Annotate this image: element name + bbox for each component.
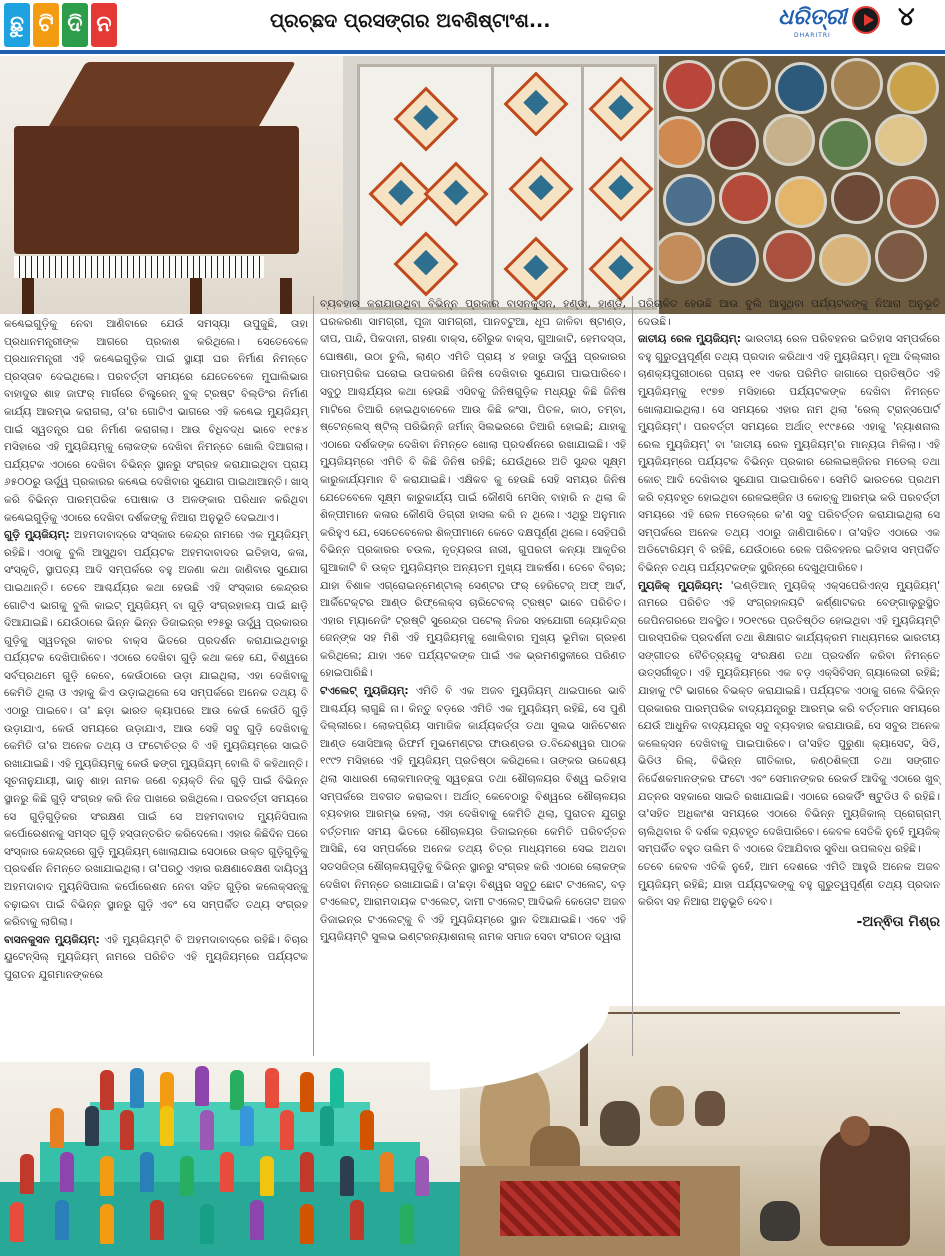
paragraph [320,683,626,947]
paragraph-text: 'ଇଣ୍ଡିଆନ୍ ମ୍ୟୁଜିକ୍ ଏକ୍ସପେରିଏନ୍ସ ମ୍ୟୁଜିୟମ୍' ନାମରେ ପରିଚିତ ଏହି ସଂଗ୍ରହାଳୟଟି କର୍ଣ୍ଣାଟକର ବେଙ୍ଗାଲୁରୁସ୍ଥିତ ଜେପିନଗରରେ ଅବସ୍ଥିତ। ୨୦୧୯ରେ ପ୍ରତିଷ୍ଠିତ ହୋଇଥିବା ଏହି ମ୍ୟୁଜିୟମ୍‌ଟି ପାରସ୍ପରିକ ପ୍ରଦର୍ଶନୀ ତଥା ଶିକ୍ଷାଗତ କାର୍ଯ୍ୟକ୍ରମ ମାଧ୍ୟମରେ ଭାରତୀୟ ସଙ୍ଗୀତର ବୈଚିତ୍ର୍ୟକୁ ସଂରକ୍ଷଣ ତଥା ପ୍ରଦର୍ଶନ କରିବା ନିମନ୍ତେ ଉତ୍ସର୍ଗୀକୃତ। ଏହି ମ୍ୟୁଜିୟମ୍‌ରେ ଏକ ବଡ଼ ଏକ୍ସିବିସନ୍ ଗ୍ୟାଲେରୀ ରହିଛି; ଯାହାକୁ ୯ଟି ଭାଗରେ ବିଭକ୍ତ କରାଯାଇଛି। ପର୍ଯ୍ୟଟକ ଏଠାକୁ ଗଲେ ବିଭିନ୍ନ ପ୍ରକାରର ପାରମ୍ପରିକ ବାଦ୍ୟଯନ୍ତ୍ରରୁ ଆରମ୍ଭ କରି ବର୍ତ୍ତମାନ ସମୟରେ ଯେଉଁ ଆଧୁନିକ ବାଦ୍ୟଯନ୍ତ୍ର ସବୁ ବ୍ୟବହାର କରାଯାଉଛି, ସେ ସବୁର ଅନେକ କଲେକ୍ସନ ଦେଖିବାକୁ ପାଇପାରିବେ। ତା'ସହିତ ପୁରୁଣା କ୍ୟାସେଟ୍, ସିଡି, ଭିଡିଓ ରିଲ୍, ବିଭିନ୍ନ ଗୀତିକାର, କଣ୍ଠଶିଳ୍ପୀ ତଥା ସଙ୍ଗୀତ ନିର୍ଦ୍ଦେଶକମାନଙ୍କର ଫଟୋ ଏବଂ ସେମାନଙ୍କର ରେକର୍ଡ ଆଦିକୁ ଏଠାରେ ଖୁବ୍ ଯତ୍ନର ସହକାରେ ସାଇତି ରଖାଯାଇଛି। ଏଠାରେ ରେକର୍ଡିଂ ଷ୍ଟୁଡିଓ ବି ରହିଛି। ତା'ସହିତ ଅଧିକାଂଶ ସମୟରେ ଏଠାରେ ବିଭିନ୍ନ ମ୍ୟୁଜିକାଲ୍ ପ୍ରୋଗ୍ରାମ୍ ଚାଲିଥିବାର ବି ଦର୍ଶକ ବ୍ୟବହୃତ ଦେଖିପାରିବେ। କେବଳ ସେତିକି ନୁହେଁ ମ୍ୟୁଜିକ୍ ସମ୍ପର୍କିତ ବହୁତ ତାଲିମ ବି ଏଠାରେ ଦିଆଯିବାର ସୁବିଧା ଉପଲବ୍ଧ ରହିଛି। [638,579,940,856]
logo-letter: ଟି [33,3,59,47]
brand-name: ଧରିତ୍ରୀ [778,5,847,30]
film-tins-photo [659,56,945,314]
subheading: ବାସନକୁସନ ମ୍ୟୁଜିୟମ୍: [4,933,100,946]
paragraph-text: ଭାରତୀୟ ରେଳ ପରିବହନର ଇତିହାସ ସମ୍ପର୍କରେ ବହୁ ଗୁରୁତ୍ୱପୂର୍ଣ୍ଣ ତଥ୍ୟ ପ୍ରଦାନ କରିଥାଏ ଏହି ମ୍ୟୁଜିୟମ୍। ନୂଆ ଦିଲ୍ଲୀର ଚାଣକ୍ୟପୁରୀଠାରେ ପ୍ରାୟ ୧୧ ଏକର ପରିମିତ ଜାଗାରେ ପ୍ରତିଷ୍ଠିତ ଏହି ମ୍ୟୁଜିୟମ୍‌କୁ ୧୯୭୭ ମସିହାରେ ପର୍ଯ୍ୟଟକଙ୍କ ଦେଖିବା ନିମନ୍ତେ ଖୋଲାଯାଇଥିଲା। ସେ ସମୟରେ ଏହାର ନାମ ଥିଲା 'ରେଲ୍ ଟ୍ରାନ୍ସପୋର୍ଟ ମ୍ୟୁଜିୟମ୍'। ପରବର୍ତ୍ତୀ ସମୟରେ ଅର୍ଥାତ୍ ୧୯୯୫ରେ ଏହାକୁ 'ନ୍ୟାଶନାଲ ରେଲ ମ୍ୟୁଜିୟମ୍' ବା 'ଜାତୀୟ ରେଳ ମ୍ୟୁଜିୟମ୍'ର ମାନ୍ୟତା ମିଳିଲା। ଏହି ମ୍ୟୁଜିୟମ୍‌ରେ ପର୍ଯ୍ୟଟକ ବିଭିନ୍ନ ପ୍ରକାର ରେଲଇଞ୍ଜିନର ମଡେଲ୍ ତଥା କୋଚ୍ ଆଦି ଦେଖିବାର ସୁଯୋଗ ପାଇପାରିବେ। ସେମିତି ଭାରତରେ ପ୍ରଥମ କରି ବ୍ୟବହୃତ ହୋଇଥିବା ରେଳଇଞ୍ଜିନ ଓ କୋଚ୍‌କୁ ଆରମ୍ଭ କରି ପରବର୍ତ୍ତୀ ସମୟରେ ଏହି ରେଳ ମଡେଲ୍‌ରେ କ'ଣ ସବୁ ପରିବର୍ତ୍ତନ କରାଯାଇଥିଲା ସେ ସମ୍ପର୍କରେ ଅନେକ ତଥ୍ୟ ଏଠାରୁ ଜାଣିପାରିବେ। ତା'ସହିତ ଏଠାରେ ଏକ ଅଡିଟୋରିୟମ୍ ବି ରହିଛି, ଯେଉଁଠାରେ ରେଳ ପରିବହନର ଇତିହାସ ସମ୍ପର୍କିତ ବିଭିନ୍ନ ତଥ୍ୟ ପର୍ଯ୍ୟଟକଙ୍କ ସ୍କ୍ରିନ୍‌ରେ ଦେଖୁଥିପାରିବେ। [638,333,940,574]
paragraph: ପରିଚାଳିତ ହେଉଛି ଆଉ ବୁଲି ଆସୁଥିବା ପର୍ଯ୍ୟଟକଙ୍କୁ ନିଆରା ଅନୁଭୂତି ଦେଉଛି। [638,298,940,328]
dolls-photo [0,1062,460,1256]
article-column-1 [4,316,308,985]
paragraph [4,527,308,932]
paragraph: କଣ୍ଢେଇଗୁଡ଼ିକୁ ନେବା ଆଣିବାରେ ଯେଉଁ ସମସ୍ୟା ଉପୁଜୁଛି, ତାହା ପ୍ରଧାନମନ୍ତ୍ରୀଙ୍କ ଆଗରେ ପ୍ରକାଶ କରିଥିଲେ। ସେତେବେଳେ ପ୍ରଧାନମନ୍ତ୍ରୀ ଏହି କଣ୍ଢେଇଗୁଡ଼ିକ ପାଇଁ ସ୍ଥାୟୀ ଘର ନିର୍ମାଣ ନିମନ୍ତେ ପ୍ରସ୍ତାବ ଦେଇଥିଲେ। ପରବର୍ତ୍ତୀ ସମୟରେ ଯେତେବେଳେ ମୁଘାଲିଭାର ବାହାଦୁର ଶାହ ଜାଫର୍ ମାର୍ଗରେ ଚିଲ୍ଡ୍ରେନ୍ ବୁକ୍ ଟ୍ରଷ୍ଟ ବିଲ୍ଡିଂର ନିର୍ମାଣ କାର୍ଯ୍ୟ ଆରମ୍ଭ କରାଗଲା, ତା'ର ଗୋଟିଏ ଭାଗରେ ଏହି କଣ୍ଢେଇ ମ୍ୟୁଜିୟମ୍ ପାଇଁ ସ୍ୱତନ୍ତ୍ର ଘର ନିର୍ମାଣ କରାଗଲା। ଆଉ ବିଧିବଦ୍ଧ ଭାବେ ୧୯୫୪ ମସିହାରେ ଏହି ମ୍ୟୁଜିୟମ୍‌କୁ ଲୋକଙ୍କ ଦେଖିବା ନିମନ୍ତେ ଖୋଲି ଦିଆଗଲା। ପର୍ଯ୍ୟଟକ ଏଠାରେ ଦେଖିବା ବିଭିନ୍ନ ସ୍ଥାନରୁ ସଂଗ୍ରହ କରାଯାଇଥିବା ପ୍ରାୟ ୬୫୦୦ରୁ ଊର୍ଦ୍ଧ୍ୱ ପ୍ରକାରର କଣ୍ଢେଇ ଦେଖିବାର ସୁଯୋଗ ପାଇଥାଆନ୍ତି। ଖାସ୍ କରି ବିଭିନ୍ନ ପାରମ୍ପରିକ ପୋଷାକ ଓ ଅଳଙ୍କାର ପରିଧାନ କରିଥିବା କଣ୍ଢେଇଗୁଡ଼ିକୁ ଏଠାରେ ଦେଖିବା ଦର୍ଶକଙ୍କୁ ନିଆରା ଅନୁଭୂତି ଦେଇଥାଏ। [4,318,308,524]
header-divider [0,50,945,54]
piano-photo [0,56,343,314]
page-header [0,0,945,56]
article-column-2 [320,296,626,947]
play-icon [852,6,880,34]
section-logo [4,3,117,47]
page-title: ପ୍ରଚ୍ଛଦ ପ୍ରସଙ୍ଗର ଅବଶିଷ୍ଟାଂଶ... [270,10,551,32]
mandala-frames-photo [343,56,659,314]
logo-letter: ଛୁ [4,3,30,47]
logo-letter: ନ [91,3,117,47]
paragraph [4,932,308,985]
paragraph-text: ଅହମଦାବାଦ୍‌ରେ ସଂସ୍କାର କେନ୍ଦ୍ର ନାମରେ ଏକ ମ୍ୟୁଜିୟମ୍ ରହିଛି। ଏଠାକୁ ବୁଲି ଆସୁଥିବା ପର୍ଯ୍ୟଟକ ଅହମଦାବାଦର ଇତିହାସ, କଳା, ସଂସ୍କୃତି, ସ୍ଥାପତ୍ୟ ଆଦି ସମ୍ପର୍କରେ ବହୁ ଅଜଣା କଥା ଜାଣିବାର ସୁଯୋଗ ପାଇଥାନ୍ତି। ତେବେ ଆଶ୍ଚର୍ଯ୍ୟର କଥା ହେଉଛି ଏହି ସଂସ୍କାର କେନ୍ଦ୍ରର ଗୋଟିଏ ଭାଗକୁ ବୁଲି କାଇଟ୍ ମ୍ୟୁଜିୟମ୍ ବା ଗୁଡ଼ି ସଂଗ୍ରହାଳୟ ପାଇଁ ଛାଡ଼ି ଦିଆଯାଇଛି। ଯେଉଁଠାରେ ଭିନ୍ନ ଭିନ୍ନ ଡିଜାଇନ୍‌ର ୧୨୫ରୁ ଊର୍ଦ୍ଧ୍ୱ ପ୍ରକାରର ଗୁଡ଼ିକୁ ସ୍ୱତନ୍ତ୍ର କାଚର ବାକ୍ସ ଭିତରେ ପ୍ରଦର୍ଶନ କରାଯାଇଥିବାରୁ ପର୍ଯ୍ୟଟକ ଦେଖିପାରିବେ। ଏଠାରେ ଦେଖିବା ଗୁଡ଼ି କଥା କହେ ଯେ, ବିଶ୍ୱରେ ସର୍ବପ୍ରଥମେ ଗୁଡ଼ି କେବେ, କେଉଁଠାରେ ଉଡ଼ା ଯାଇଥିଲା, ଏହା ଦେଖିବାକୁ କେମିତି ଥିଲା ଓ ଏହାକୁ କିଏ ଉଡ଼ାଇଥିଲେ ସେ ସମ୍ପର୍କରେ ଅନେକ ତଥ୍ୟ ବି ଏଠାରୁ ପାଇବେ। ତା' ଛଡ଼ା ଭାରତ କ୍ୟାପରେ ଆଉ କେଉଁ କେଉଁଠି ଗୁଡ଼ି ଉଡ଼ାଯାଏ, କେଉଁ ସମୟରେ ଉଡ଼ାଯାଏ, ଆଉ ସେହି ସବୁ ଗୁଡ଼ି ଦେଖିବାକୁ କେମିତି ତା'ର ଅନେକ ତଥ୍ୟ ଓ ଫଟୋଚିତ୍ର ବି ଏହି ମ୍ୟୁଜିୟମ୍‌ରେ ସାଇତି ରଖାଯାଇଛି। ଏହି ମ୍ୟୁଜିୟମ୍‌କୁ କେଉଁ ଢଙ୍ଗ ମ୍ୟୁଜିୟମ୍ ବୋଲି ବି କହିଥାନ୍ତି। ସୂଚନାନୁଯାୟୀ, ଭାନୁ ଶାହା ନାମକ ଜଣେ ବ୍ୟକ୍ତି ନିଜ ଗୁଡ଼ି ପାଇଁ ବିଭିନ୍ନ ସ୍ଥାନରୁ କିଛି ଗୁଡ଼ି ସଂଗ୍ରହ କରି ନିଜ ପାଖରେ ରଖିଥିଲେ। ପରବର୍ତ୍ତୀ ସମୟରେ ସେ ଗୁଡ଼ିଗୁଡ଼ିକର ସଂରକ୍ଷଣ ପାଇଁ ସେ ଅହମଦାବାଦ ମ୍ୟୁନିସିପାଲ କର୍ପୋରେଶନକୁ ସମସ୍ତ ଗୁଡ଼ି ହସ୍ତାନ୍ତରିତ କରିଦେଲେ। ଏହାର କିଛିଦିନ ପରେ ସଂସ୍କାର କେନ୍ଦ୍ରରେ ଗୁଡ଼ି ମ୍ୟୁଜିୟମ୍ ଖୋଲାଯାଇ ସେଠାରେ ଉକ୍ତ ଗୁଡ଼ିଗୁଡ଼ିକୁ ପ୍ରଦର୍ଶନ ନିମନ୍ତେ ରଖାଯାଇଥିଲା। ତା'ପରଠୁ ଏହାର ରକ୍ଷଣାବେକ୍ଷଣ ଦାୟିତ୍ୱ ଅହମଦାବାଦ ମ୍ୟୁନିସିପାଲ କର୍ପୋରେଶନ ନେବା ସହିତ ଗୁଡ଼ିର କଲେକ୍ସନ୍‌କୁ ବଢ଼ାଇବା ପାଇଁ ବିଭିନ୍ନ ସ୍ଥାନରୁ ଗୁଡ଼ି ଏବଂ ସେ ସମ୍ପର୍କିତ ତଥ୍ୟ ସଂଗ୍ରହ କରିବାକୁ ଲାଗିଲା। [4,529,309,929]
subheading: ଟଏଲେଟ୍ ମ୍ୟୁଜିୟମ୍: [320,685,409,698]
paragraph: ତେବେ କେବଳ ଏତିକି ନୁହେଁ, ଆମ ଦେଶରେ ଏମିତି ଆହୁରି ଅନେକ ଅଜବ ମ୍ୟୁଜିୟମ୍ ରହିଛି; ଯାହା ପର୍ଯ୍ୟଟକଙ୍କୁ ବହୁ ଗୁରୁତ୍ୱପୂର୍ଣ୍ଣ ତଥ୍ୟ ପ୍ରଦାନ କରିବା ସହ ନିଆରା ଅନୁଭୂତି ଦେବ। [638,861,940,909]
brand-subtitle: DHARITRI [794,32,831,39]
subheading: ଜାତୀୟ ରେଳ ମ୍ୟୁଜିୟମ୍: [638,333,741,346]
author-byline: -ଅନ୍ଵିତା ମିଶ୍ର [856,913,940,930]
paragraph: ବ୍ୟବହାର କରାଯାଉଥିବା ବିଭିନ୍ନ ପ୍ରକାର ବାସନକୁସନ, ହଣ୍ଡା, ହାଣ୍ଡି, ଘରକରଣା ସାମଗ୍ରୀ, ପୂଜା ସାମଗ୍ରୀ, ପାନବଟୁଆ, ଧୂପ ଜାଳିବା ଷ୍ଟାଣ୍ଡ, ଦୀପ, ପାନ୍ଦି, ପିକଦାନୀ, ଗହଣା ବାକ୍ସ, ଚୌରୁକ ବାକ୍ସ, ଗୁଆକାଟି, ହେମଦସ୍ତା, ଘୋଷଣା, ଉଠା ଚୁଲି, ଲାଣ୍ଠ ଏମିତି ପ୍ରାୟ ୪ ହଜାରୁ ଊର୍ଦ୍ଧ୍ୱ ପ୍ରକାରର ପାରମ୍ପରିକ ଘରୋଇ ଉପକରଣ ଜିନିଷ ଦେଖିବାର ସୁଯୋଗ ପାଇପାରିବେ। ସବୁଠୁ ଆଶ୍ଚର୍ଯ୍ୟର କଥା ହେଉଛି ଏସିବକୁ ଜିନିଷଗୁଡ଼ିକ ମଧ୍ୟରୁ କିଛି ଜିନିଷ ମାଟିରେ ତିଆରି ହୋଇଥିବାବେଳେ ଆଉ କିଛି କଂସା, ପିତଳ, କାଠ, ତମ୍ବା, ଷ୍ଟେନ୍‌ଲେସ୍ ଷ୍ଟିଲ୍ ପରିଭିନ୍ନି ଜର୍ମାନ୍ ସିଲଭରରେ ତିଆରି ହୋଇଛି; ଯାହାକୁ ଏଠାରେ ଦର୍ଶକଙ୍କ ଦେଖିବା ନିମନ୍ତେ ଖୋଲା ପ୍ରଦର୍ଶନରେ ରଖାଯାଇଛି। ଏହି ମ୍ୟୁଜିୟମ୍‌ରେ ଏମିତି ବି କିଛି ଜିନିଷ ରହିଛି; ଯେଉଁଥିରେ ଅତି ସୁନ୍ଦର ସୂକ୍ଷ୍ମ କାରୁକାର୍ଯ୍ୟମାନ ବି କରାଯାଇଛି। ଏକ୍ଷିକବ କୁ ହେଉଛି ସେହି ସମୟର ଜିନିଷ ଯେତେବେଳେ ସୂକ୍ଷ୍ମ କାରୁକାର୍ଯ୍ୟ ପାଇଁ କୌଣସି ମେସିନ୍ ବାହାରି ନ ଥିଲା କି ଶିଳ୍ପୀମାନେ କଳାର କୌଣସି ଡିଗ୍ରୀ ହାସଲ କରି ନ ଥିଲେ। ଏଥିରୁ ଅନୁମାନ କରିହୁଏ ଯେ, ସେତେବେଳେର ଶିଳ୍ପୀମାନେ କେତେ ଦକ୍ଷପୂର୍ଣ୍ଣ ଥିଲେ। ସେହିପରି ବିଭିନ୍ନ ପ୍ରକାରର ଚଉଲ, ନୃତ୍ୟରତା ନାରୀ, ଗୁପରତୀ କନ୍ୟା ଆକୃତିର ଗୁଆକାଟି ବି ଉକ୍ତ ମ୍ୟୁଜିୟମ୍‌ର ଅନ୍ୟତମ ମୁଖ୍ୟ ଆକର୍ଷଣ। ତେବେ ବିଚାର; ଯାହା ବିଶାଳ ଏଗ୍ରୋଇନ୍‌ମେଣ୍ଟାଲ୍ ସେଣ୍ଟର ଫର୍ ହେରିଟେଜ୍ ଅଫ୍ ଆର୍ଟ, ଆର୍କିଟେକ୍ଟର ଆଣ୍ଡ ରିଫ୍ଲେକ୍ସ ଚାରିଟେବଲ୍ ଟ୍ରଷ୍ଟ ଭାବେ ପରିଚିତ। ଏହାର ମ୍ୟାନେଜିଂ ଟ୍ରଷ୍ଟି ସୁରେନ୍ଦ୍ର ପଟେଲ୍ ନିଜର ସହଯୋଗୀ ଜ୍ୟୋତିନ୍ଦ୍ର ଜେନ୍‌ଙ୍କ ସହ ମିଶି ଏହି ମ୍ୟୁଜିୟମ୍‌କୁ ଖୋଲିବାର ମୁଖ୍ୟ ଭୂମିକା ଗ୍ରହଣ କରିଥିଲେ; ଯାହା ଏବେ ପର୍ଯ୍ୟଟକଙ୍କ ପାଇଁ ଏକ ଭ୍ରମଣସ୍ଥଳୀରେ ପରିଣତ ହୋଇପାରିଛି। [320,298,626,680]
logo-letter: ଦି [62,3,88,47]
paragraph [638,331,940,577]
article-column-3 [638,296,940,931]
column-divider [632,296,633,1056]
paragraph-text: ଏମିତି ବି ଏକ ଅଜବ ମ୍ୟୁଜିୟମ୍ ଥାଇପାରେ ଭାବି ଆଶ୍ଚର୍ଯ୍ୟ ଲାଗୁଛି ନା। କିନ୍ତୁ ବଡ଼ରେ ଏମିତି ଏକ ମ୍ୟୁଜିୟମ୍ ରହିଛି, ସେ ପୁଣି ଦିଲ୍ଲୀରେ। ଲୋକପ୍ରିୟ ସାମାଜିକ କାର୍ଯ୍ୟକର୍ତ୍ତା ତଥା ସୁଲଭ ସାନିଟେଶନ ଆଣ୍ଡ ସୋସିଆଲ୍ ରିଫର୍ମ ମୁଭମେଣ୍ଟର ଫାଉଣ୍ଡର ଡ.ବିନ୍ଦେଶ୍ୱର ପାଠକ ୧୯୯୨ ମସିହାରେ ଏହି ମ୍ୟୁଜିୟମ୍ ପ୍ରତିଷ୍ଠା କରିଥିଲେ। ତାଙ୍କର ଉଦ୍ଦେଶ୍ୟ ଥିଲା ସାଧାରଣ ଲୋକମାନଙ୍କୁ ସ୍ୱଚ୍ଛତା ତଥା ଶୌଚାଳୟର ବିଶ୍ୱ ଇତିହାସ ସମ୍ପର୍କରେ ଅବଗତ କରାଇବା। ଅର୍ଥାତ୍ କେବେଠାରୁ ବିଶ୍ୱରେ ଶୌଚାଳୟର ବ୍ୟବହାର ଆରମ୍ଭ ହେଲା, ଏହା ଦେଖିବାକୁ କେମିତି ଥିଲା, ପୁରାତନ ଯୁଗରୁ ବର୍ତ୍ତମାନ ସମୟ ଭିତରେ ଶୌଚାଳୟର ଡିଜାଇନ୍‌ରେ କେମିତି ପରିବର୍ତ୍ତନ ଆସିଛି, ସେ ସମ୍ପର୍କରେ ଅନେକ ତଥ୍ୟ ଚିତ୍ର ମାଧ୍ୟମରେ ସେଇ ଅଥବା ସତସଜିତ୍ତା ଶୌଚାଳୟଗୁଡ଼ିକୁ ବିଭିନ୍ନ ସ୍ଥାନରୁ ସଂଗ୍ରହ କରି ଏଠାରେ ଲୋକଙ୍କ ଦେଖିବା ନିମନ୍ତେ ରଖାଯାଇଛି। ତା'ଛଡ଼ା ବିଶ୍ୱର ସବୁଠୁ ଛୋଟ ଟଏଲେଟ୍, ବଡ଼ ଟଏଲେଟ୍, ଆରାମଦାୟକ ଟଏଲେଟ୍, ଦାମୀ ଟଏଲେଟ୍ ଆଦିଭଳି କେତୋଟ ଅଜବ ଡିଜାଇନ୍‌ର ଟଏଲେଟ୍‌କୁ ବି ଏହି ମ୍ୟୁଜିୟମ୍‌ରେ ସ୍ଥାନ ଦିଆଯାଇଛି। ଏବେ ଏହି ମ୍ୟୁଜିୟମ୍‌ଟି ସୁଲଭ ଇଣ୍ଟରନ୍ୟାଶନାଲ୍ ନାମକ ସମାଜ ସେବା ସଂଗଠନ ଦ୍ୱାରା [320,685,626,944]
subheading: ଗୁଡ଼ି ମ୍ୟୁଜିୟମ୍: [4,529,70,542]
paragraph [638,578,940,860]
page-number: ୪ [898,2,915,32]
subheading: ମ୍ୟୁଜିକ୍ ମ୍ୟୁଜିୟମ୍: [638,579,723,592]
column-divider [313,296,314,1056]
paragraph-text: ଏହି ମ୍ୟୁଜିୟମ୍‌ଟି ବି ଅହମଦାବାଦ୍‌ରେ ରହିଛି। ବିଚାର ୟୁଟେନ୍‌ସିଲ୍ ମ୍ୟୁଜିୟମ୍ ନାମରେ ପରିଚିତ ଏହି ମ୍ୟୁଜିୟମ୍‌ରେ ପର୍ଯ୍ୟଟକ ପୁରାତନ ଯୁଗମାନଙ୍କରେ [4,933,308,981]
